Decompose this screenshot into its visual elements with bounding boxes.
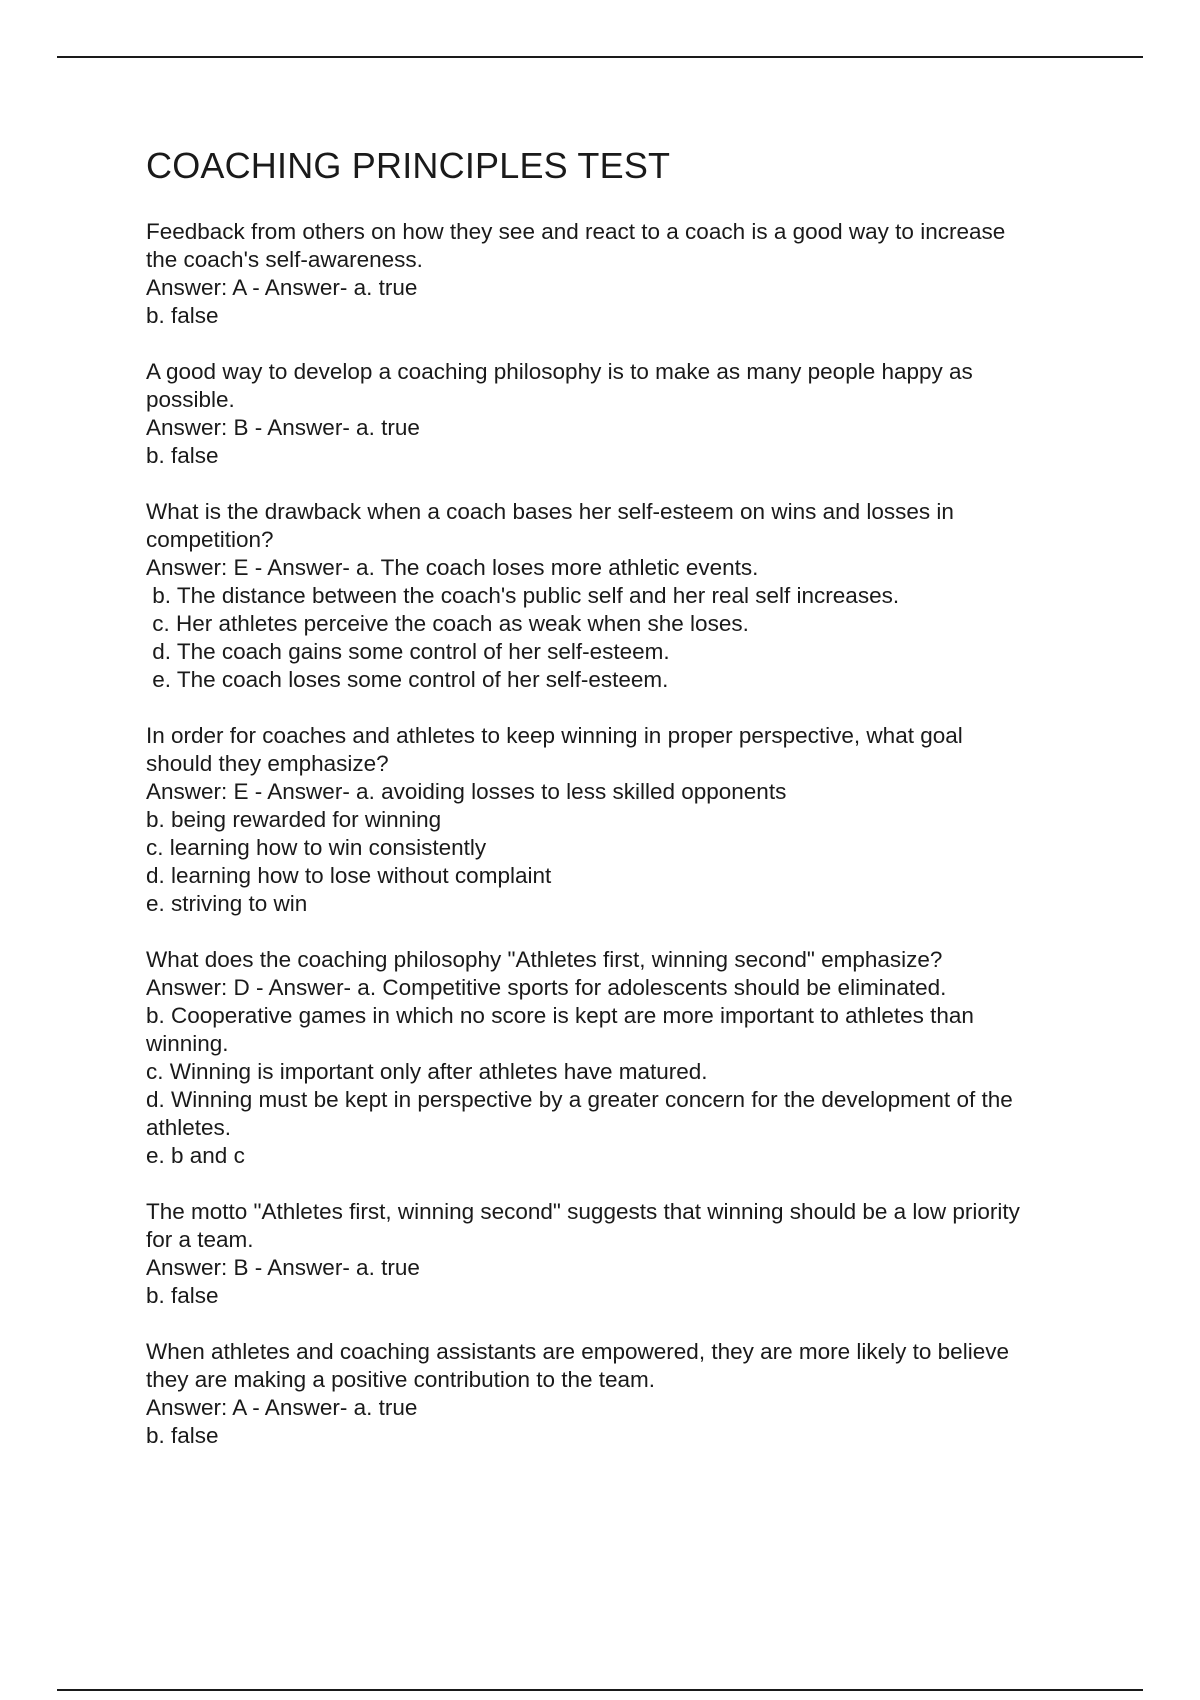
- option-line: b. Cooperative games in which no score is kept are more important to athletes than: [146, 1003, 974, 1028]
- question-block: [146, 946, 1106, 1170]
- answer-line: Answer: E - Answer- a. avoiding losses to less skilled opponents: [146, 779, 787, 804]
- page-title: COACHING PRINCIPLES TEST: [146, 145, 671, 186]
- answer-line: Answer: A - Answer- a. true: [146, 1395, 418, 1420]
- question-text-line: competition?: [146, 527, 274, 552]
- document-body: [146, 140, 1106, 1478]
- question-text-line: What is the drawback when a coach bases her self-esteem on wins and losses in: [146, 499, 954, 524]
- question-text-line: possible.: [146, 387, 235, 412]
- question-block: [146, 358, 1106, 470]
- option-line: b. false: [146, 1283, 219, 1308]
- answer-line: Answer: B - Answer- a. true: [146, 415, 420, 440]
- top-rule: [57, 56, 1143, 58]
- question-text-line: The motto "Athletes first, winning second" suggests that winning should be a low priority: [146, 1199, 1020, 1224]
- option-line: e. b and c: [146, 1143, 245, 1168]
- answer-line: Answer: B - Answer- a. true: [146, 1255, 420, 1280]
- option-line: b. false: [146, 1423, 219, 1448]
- option-line: d. learning how to lose without complaint: [146, 863, 552, 888]
- bottom-rule: [57, 1689, 1143, 1691]
- answer-line: Answer: E - Answer- a. The coach loses more athletic events.: [146, 555, 759, 580]
- question-text-line: for a team.: [146, 1227, 254, 1252]
- question-text-line: When athletes and coaching assistants are empowered, they are more likely to believe: [146, 1339, 1009, 1364]
- question-block: [146, 1338, 1106, 1450]
- question-text-line: In order for coaches and athletes to keep winning in proper perspective, what goal: [146, 723, 963, 748]
- question-block: [146, 1198, 1106, 1310]
- question-block: [146, 218, 1106, 330]
- answer-line: Answer: D - Answer- a. Competitive sports for adolescents should be eliminated.: [146, 975, 947, 1000]
- question-text-line: What does the coaching philosophy "Athletes first, winning second" emphasize?: [146, 947, 943, 972]
- option-line: e. The coach loses some control of her self-esteem.: [146, 667, 669, 692]
- option-line: b. being rewarded for winning: [146, 807, 442, 832]
- question-text-line: athletes.: [146, 1115, 232, 1140]
- option-line: c. learning how to win consistently: [146, 835, 487, 860]
- question-block: [146, 498, 1106, 694]
- option-line: c. Winning is important only after athletes have matured.: [146, 1059, 708, 1084]
- answer-line: Answer: A - Answer- a. true: [146, 275, 418, 300]
- question-block: [146, 722, 1106, 918]
- option-line: b. false: [146, 443, 219, 468]
- question-text-line: the coach's self-awareness.: [146, 247, 423, 272]
- option-line: e. striving to win: [146, 891, 308, 916]
- question-text-line: winning.: [146, 1031, 229, 1056]
- question-text-line: A good way to develop a coaching philosophy is to make as many people happy as: [146, 359, 973, 384]
- option-line: c. Her athletes perceive the coach as weak when she loses.: [146, 611, 749, 636]
- question-text-line: Feedback from others on how they see and react to a coach is a good way to increase: [146, 219, 1006, 244]
- question-list: [146, 218, 1106, 1450]
- option-line: b. false: [146, 303, 219, 328]
- question-text-line: should they emphasize?: [146, 751, 389, 776]
- option-line: d. Winning must be kept in perspective by a greater concern for the development of the: [146, 1087, 1013, 1112]
- option-line: d. The coach gains some control of her self-esteem.: [146, 639, 670, 664]
- option-line: b. The distance between the coach's public self and her real self increases.: [146, 583, 900, 608]
- question-text-line: they are making a positive contribution to the team.: [146, 1367, 656, 1392]
